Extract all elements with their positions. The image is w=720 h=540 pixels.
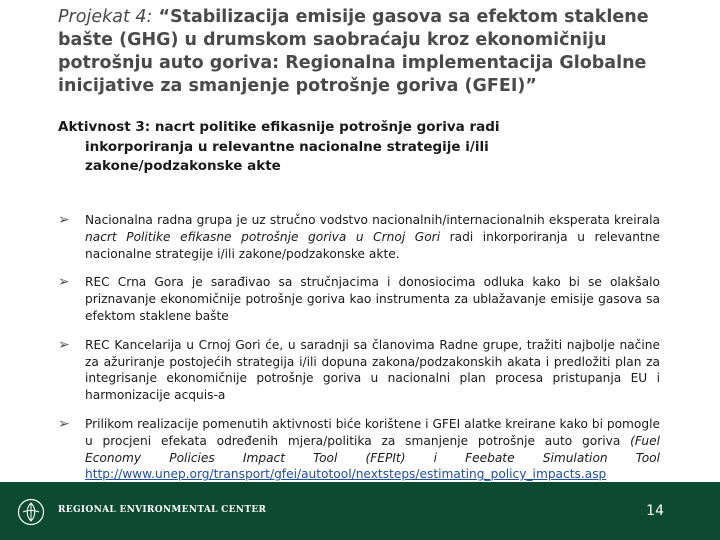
arrow-bullet-icon: ➢: [58, 415, 70, 432]
bullet-item-4: [58, 416, 660, 483]
project-title-text: “Stabilizacija emisije gasova sa efektom staklene bašte (GHG) u drumskom saobraćaju kroz ekonomičniju potrošnju auto goriva: Regionalna implementacija Globalne inicijative za smanjenje potrošnje goriva (GFEI)”: [58, 7, 649, 96]
activity-heading: [58, 118, 598, 177]
bullet-3-text: REC Kancelarija u Crnoj Gori će, u saradnji sa članovima Radne grupe, tražiti najbolje načine za ažuriranje postojećih strategija i/ili dopuna zakona/podzakonskih akata i predložiti plan za integrisanje ekonomičnije potrošnje goriva u nacionalni plan procesa pristupanja EU i harmonizacije acquis-a: [85, 337, 660, 403]
bullet-4-text-a: Prilikom realizacije pomenutih aktivnosti biće korištene i GFEI alatke kreirane kako bi pomogle u procjeni efekata određenih mjera/politika za smanjenje potrošnje auto goriva: [85, 416, 660, 448]
page-number: 14: [646, 503, 664, 519]
arrow-bullet-icon: ➢: [58, 212, 70, 228]
bullet-4-italic: (Fuel Economy Policies Impact Tool (FEPIt) i Feebate Simulation Tool: [85, 433, 660, 465]
activity-line-1: Aktivnost 3: nacrt politike efikasnije potrošnje goriva radi: [58, 119, 500, 135]
bullet-item-2: [58, 274, 660, 324]
org-name: REGIONAL ENVIRONMENTAL CENTER: [58, 505, 267, 515]
slide-title: [58, 6, 698, 98]
bullet-list: [58, 212, 660, 495]
policy-tool-link[interactable]: http://www.unep.org/transport/gfei/autotool/nextsteps/estimating_policy_impacts.asp: [85, 467, 607, 482]
activity-line-2: inkorporiranja u relevantne nacionalne strategije i/ili zakone/podzakonske akte: [85, 138, 489, 174]
project-label: Projekat 4:: [58, 7, 153, 27]
bullet-item-1: [58, 212, 660, 262]
bullet-item-3: [58, 337, 660, 404]
bullet-1-italic: nacrt Politike efikasne potrošnje goriva u Crnoj Gori: [85, 229, 441, 244]
arrow-bullet-icon: ➢: [58, 336, 70, 353]
rec-logo-icon: [17, 498, 45, 526]
bullet-1-text-a: Nacionalna radna grupa je uz stručno vodstvo nacionalnih/internacionalnih eksperata kreirala: [85, 213, 660, 227]
footer-bar: [0, 482, 720, 540]
bullet-2-text: REC Crna Gora je sarađivao sa stručnjacima i donosiocima odluka kako bi se olakšalo priznavanje ekonomičnije potrošnje goriva kao instrumenta za ublažavanje emisije gasova sa efektom staklene bašte: [85, 275, 660, 323]
bullet-1-text-b: radi inkorporiranja u relevantne nacionalne strategije i/ili zakone/podzakonske akte.: [85, 229, 660, 261]
arrow-bullet-icon: ➢: [58, 274, 70, 291]
